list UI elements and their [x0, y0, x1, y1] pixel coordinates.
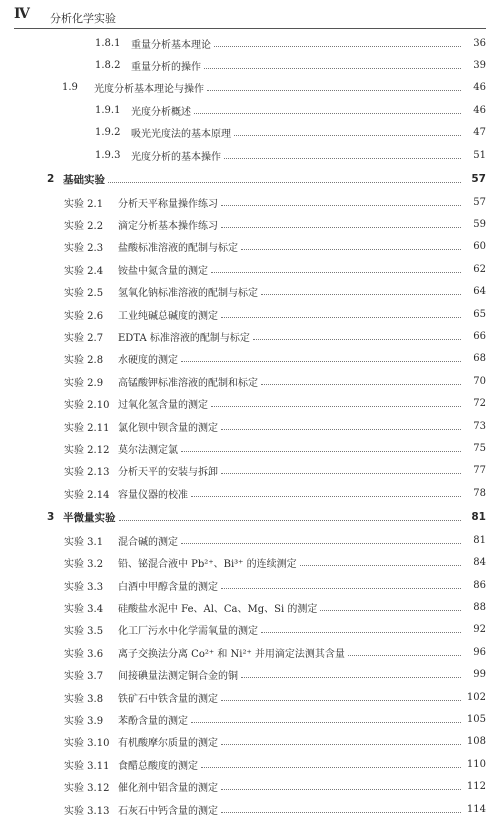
entry-page-number: 88 [473, 601, 486, 613]
leader-dots [221, 588, 461, 589]
leader-dots [181, 451, 461, 452]
leader-dots [221, 473, 461, 474]
toc-entry[interactable] [0, 326, 500, 346]
toc-entry[interactable] [0, 78, 500, 98]
entry-title: 离子交换法分离 Co²⁺ 和 Ni²⁺ 并用滴定法测其含量 [118, 648, 345, 660]
toc-entry[interactable] [0, 665, 500, 685]
entry-title: 分析天平称量操作练习 [118, 198, 218, 210]
entry-page-number: 77 [473, 465, 486, 477]
entry-title: EDTA 标准溶液的配制与标定 [118, 332, 250, 344]
entry-page-number: 60 [473, 241, 486, 253]
entry-page-number: 68 [473, 353, 486, 365]
entry-title: 苯酚含量的测定 [118, 715, 188, 727]
entry-number: 实验 3.7 [64, 671, 104, 683]
leader-dots [201, 767, 461, 768]
leader-dots [211, 406, 461, 407]
entry-page-number: 75 [473, 442, 486, 454]
entry-title: 容量仪器的校准 [118, 489, 188, 501]
leader-dots [320, 610, 461, 611]
entry-page-number: 39 [473, 59, 486, 71]
entry-number: 实验 2.9 [64, 377, 104, 389]
entry-page-number: 78 [473, 487, 486, 499]
leader-dots [181, 543, 461, 544]
book-title: 分析化学实验 [50, 12, 116, 25]
entry-page-number: 57 [471, 173, 486, 185]
entry-number: 1.9 [62, 82, 78, 94]
toc-entry[interactable] [0, 687, 500, 707]
leader-dots [348, 655, 461, 656]
entry-title: 铅、铋混合液中 Pb²⁺、Bi³⁺ 的连续测定 [118, 559, 297, 571]
entry-number: 实验 2.11 [64, 422, 110, 434]
entry-page-number: 59 [473, 218, 486, 230]
toc-entry[interactable] [0, 55, 500, 75]
entry-title: 间接碘量法测定铜合金的铜 [118, 671, 238, 683]
entry-number: 实验 3.8 [64, 693, 104, 705]
entry-page-number: 73 [473, 420, 486, 432]
leader-dots [221, 744, 461, 745]
leader-dots [221, 429, 461, 430]
toc-entry[interactable] [0, 799, 500, 819]
entry-page-number: 36 [473, 37, 486, 49]
entry-number: 实验 3.2 [64, 559, 104, 571]
entry-title: 滴定分析基本操作练习 [118, 220, 218, 232]
entry-title: 过氧化氢含量的测定 [118, 400, 208, 412]
entry-page-number: 114 [466, 803, 486, 815]
entry-number: 实验 2.4 [64, 265, 104, 277]
entry-number: 2 [47, 173, 55, 185]
toc-chapter[interactable] [0, 507, 500, 527]
entry-number: 实验 3.13 [64, 805, 110, 817]
entry-number: 1.8.1 [95, 37, 121, 49]
leader-dots [204, 68, 461, 69]
entry-page-number: 102 [466, 691, 486, 703]
leader-dots [224, 158, 461, 159]
leader-dots [221, 227, 461, 228]
entry-page-number: 70 [473, 375, 486, 387]
leader-dots [191, 496, 461, 497]
entry-number: 1.8.2 [95, 59, 121, 71]
entry-title: 化工厂污水中化学需氧量的测定 [118, 626, 258, 638]
toc-entry[interactable] [0, 530, 500, 550]
entry-page-number: 110 [466, 758, 486, 770]
toc-entry[interactable] [0, 192, 500, 212]
leader-dots [181, 361, 461, 362]
leader-dots [241, 677, 461, 678]
entry-number: 实验 2.10 [64, 400, 110, 412]
leader-dots [221, 789, 461, 790]
entry-number: 实验 2.2 [64, 220, 104, 232]
entry-title: 吸光光度法的基本原理 [131, 129, 231, 141]
leader-dots [191, 722, 461, 723]
leader-dots [300, 565, 461, 566]
entry-title: 光度分析的基本操作 [131, 151, 221, 163]
toc-entry[interactable] [0, 394, 500, 414]
entry-page-number: 96 [473, 646, 486, 658]
entry-number: 实验 3.9 [64, 715, 104, 727]
entry-number: 实验 3.1 [64, 536, 104, 548]
toc-entry[interactable] [0, 754, 500, 774]
entry-title: 硅酸盐水泥中 Fe、Al、Ca、Mg、Si 的测定 [118, 603, 318, 615]
entry-number: 实验 3.10 [64, 738, 110, 750]
entry-page-number: 47 [473, 127, 486, 139]
entry-number: 实验 3.5 [64, 626, 104, 638]
entry-number: 1.9.1 [95, 104, 121, 116]
entry-title: 食醋总酸度的测定 [118, 760, 198, 772]
leader-dots [241, 249, 461, 250]
toc-entry[interactable] [0, 349, 500, 369]
leader-dots [207, 90, 461, 91]
toc-entry[interactable] [0, 597, 500, 617]
leader-dots [253, 339, 461, 340]
entry-title: 莫尔法测定氯 [118, 444, 178, 456]
entry-title: 有机酸摩尔质量的测定 [118, 738, 218, 750]
toc-entry[interactable] [0, 214, 500, 234]
entry-title: 分析天平的安装与拆卸 [118, 467, 218, 479]
entry-title: 重量分析的操作 [131, 61, 201, 73]
entry-title: 铵盐中氮含量的测定 [118, 265, 208, 277]
toc-entry[interactable] [0, 145, 500, 165]
entry-title: 盐酸标准溶液的配制与标定 [118, 243, 238, 255]
entry-page-number: 112 [466, 781, 486, 793]
entry-page-number: 99 [473, 669, 486, 681]
toc-entry[interactable] [0, 709, 500, 729]
toc-entry[interactable] [0, 553, 500, 573]
entry-number: 实验 2.14 [64, 489, 110, 501]
entry-number: 实验 2.7 [64, 332, 104, 344]
leader-dots [221, 317, 461, 318]
entry-page-number: 108 [466, 736, 486, 748]
toc-entry[interactable] [0, 461, 500, 481]
leader-dots [211, 272, 461, 273]
entry-number: 3 [47, 511, 55, 524]
entry-page-number: 92 [473, 624, 486, 636]
entry-number: 实验 3.6 [64, 648, 104, 660]
entry-page-number: 72 [473, 398, 486, 410]
entry-page-number: 57 [473, 196, 486, 208]
entry-page-number: 66 [473, 330, 486, 342]
entry-title: 石灰石中钙含量的测定 [118, 805, 218, 817]
toc-entry[interactable] [0, 438, 500, 458]
toc-entry[interactable] [0, 575, 500, 595]
entry-number: 实验 3.12 [64, 783, 110, 795]
entry-title: 铁矿石中铁含量的测定 [118, 693, 218, 705]
toc-entry[interactable] [0, 642, 500, 662]
entry-page-number: 84 [473, 557, 486, 569]
toc-entry[interactable] [0, 304, 500, 324]
leader-dots [261, 632, 461, 633]
entry-number: 实验 2.3 [64, 243, 104, 255]
toc-entry[interactable] [0, 100, 500, 120]
leader-dots [221, 812, 461, 813]
leader-dots [108, 182, 461, 183]
entry-number: 实验 2.13 [64, 467, 110, 479]
entry-number: 实验 2.12 [64, 444, 110, 456]
entry-title: 基础实验 [63, 173, 105, 186]
leader-dots [221, 205, 461, 206]
entry-page-number: 51 [473, 149, 486, 161]
entry-title: 光度分析基本理论与操作 [94, 84, 204, 96]
entry-page-number: 62 [473, 263, 486, 275]
leader-dots [234, 135, 461, 136]
entry-title: 光度分析概述 [131, 106, 191, 118]
entry-title: 高锰酸钾标准溶液的配制和标定 [118, 377, 258, 389]
toc-entry[interactable] [0, 371, 500, 391]
entry-page-number: 81 [471, 511, 486, 524]
entry-page-number: 105 [466, 713, 486, 725]
toc-entry[interactable] [0, 777, 500, 797]
leader-dots [261, 294, 461, 295]
entry-page-number: 65 [473, 308, 486, 320]
toc-entry[interactable] [0, 259, 500, 279]
entry-title: 混合碱的测定 [118, 536, 178, 548]
entry-page-number: 46 [473, 82, 486, 94]
entry-title: 氢氧化钠标准溶液的配制与标定 [118, 288, 258, 300]
leader-dots [221, 700, 461, 701]
entry-number: 1.9.2 [95, 127, 121, 139]
toc-entry[interactable] [0, 732, 500, 752]
entry-number: 1.9.3 [95, 149, 121, 161]
entry-title: 重量分析基本理论 [131, 39, 211, 51]
leader-dots [214, 46, 461, 47]
toc-entry[interactable] [0, 416, 500, 436]
entry-number: 实验 2.8 [64, 355, 104, 367]
leader-dots [261, 384, 461, 385]
page-header [14, 6, 486, 26]
toc-entry[interactable] [0, 33, 500, 53]
toc-entry[interactable] [0, 620, 500, 640]
toc-entry[interactable] [0, 282, 500, 302]
entry-number: 实验 3.4 [64, 603, 104, 615]
entry-page-number: 46 [473, 104, 486, 116]
entry-page-number: 81 [473, 534, 486, 546]
toc-chapter[interactable] [0, 169, 500, 189]
entry-title: 半微量实验 [63, 511, 116, 524]
leader-dots [119, 520, 462, 521]
entry-number: 实验 2.1 [64, 198, 104, 210]
entry-number: 实验 2.6 [64, 310, 104, 322]
leader-dots [194, 113, 461, 114]
page-number-roman: Ⅳ [14, 6, 30, 22]
toc-entry[interactable] [0, 237, 500, 257]
entry-page-number: 86 [473, 579, 486, 591]
entry-title: 水硬度的测定 [118, 355, 178, 367]
entry-number: 实验 3.3 [64, 581, 104, 593]
entry-title: 白酒中甲醇含量的测定 [118, 581, 218, 593]
entry-title: 工业纯碱总碱度的测定 [118, 310, 218, 322]
entry-title: 催化剂中铝含量的测定 [118, 783, 218, 795]
entry-number: 实验 3.11 [64, 760, 110, 772]
toc-entry[interactable] [0, 123, 500, 143]
toc-entry[interactable] [0, 483, 500, 503]
entry-title: 氯化钡中钡含量的测定 [118, 422, 218, 434]
entry-number: 实验 2.5 [64, 288, 104, 300]
entry-page-number: 64 [473, 286, 486, 298]
header-rule [14, 28, 486, 29]
